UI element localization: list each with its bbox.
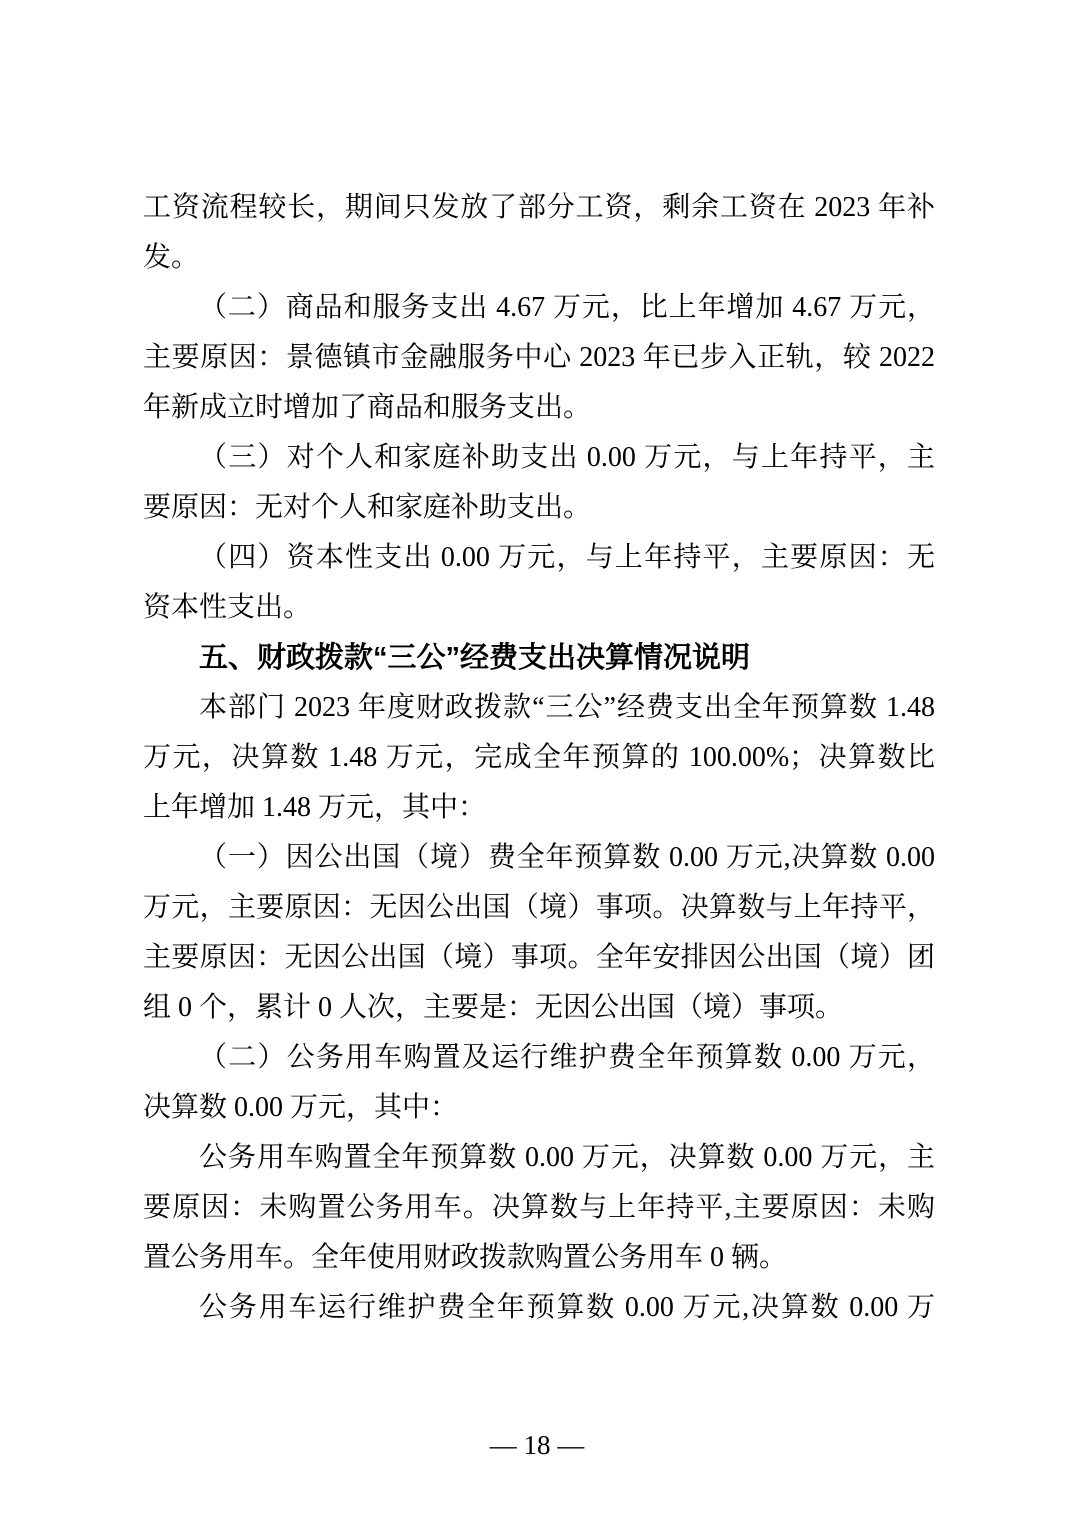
text-line: 置公务用车。全年使用财政拨款购置公务用车 0 辆。 (143, 1242, 788, 1273)
text-line: 组 0 个，累计 0 人次，主要是：无因公出国（境）事项。 (143, 992, 844, 1023)
text-line: 工资流程较长，期间只发放了部分工资，剩余工资在 2023 年补 (143, 192, 935, 223)
section-heading: 五、财政拨款“三公”经费支出决算情况说明 (199, 642, 751, 674)
page-body (143, 183, 935, 1333)
text-line: 公务用车运行维护费全年预算数 0.00 万元,决算数 0.00 万 (199, 1292, 935, 1323)
text-line: 资本性支出。 (143, 592, 312, 623)
text-line: 年新成立时增加了商品和服务支出。 (143, 392, 592, 423)
text-line: 决算数 0.00 万元，其中： (143, 1092, 459, 1123)
text-line: 上年增加 1.48 万元，其中： (143, 792, 487, 823)
text-line: （二）公务用车购置及运行维护费全年预算数 0.00 万元， (199, 1042, 935, 1073)
text-line: 要原因：无对个人和家庭补助支出。 (143, 492, 592, 523)
text-line: 主要原因：无因公出国（境）事项。全年安排因公出国（境）团 (143, 942, 935, 973)
text-line: （一）因公出国（境）费全年预算数 0.00 万元,决算数 0.00 (199, 842, 935, 873)
text-line: （三）对个人和家庭补助支出 0.00 万元，与上年持平，主 (199, 442, 935, 473)
page-number: — 18 — (489, 1430, 585, 1460)
text-line: 发。 (143, 242, 200, 273)
text-line: 公务用车购置全年预算数 0.00 万元，决算数 0.00 万元，主 (199, 1142, 935, 1173)
text-line: 万元，决算数 1.48 万元，完成全年预算的 100.00%；决算数比 (143, 742, 935, 773)
text-line: （二）商品和服务支出 4.67 万元，比上年增加 4.67 万元， (199, 292, 935, 323)
text-line: （四）资本性支出 0.00 万元，与上年持平，主要原因：无 (199, 542, 935, 573)
text-line: 万元，主要原因：无因公出国（境）事项。决算数与上年持平， (143, 892, 935, 923)
text-line: 本部门 2023 年度财政拨款“三公”经费支出全年预算数 1.48 (199, 692, 935, 723)
text-line: 主要原因：景德镇市金融服务中心 2023 年已步入正轨，较 2022 (143, 342, 935, 373)
text-line: 要原因：未购置公务用车。决算数与上年持平,主要原因：未购 (143, 1192, 935, 1223)
